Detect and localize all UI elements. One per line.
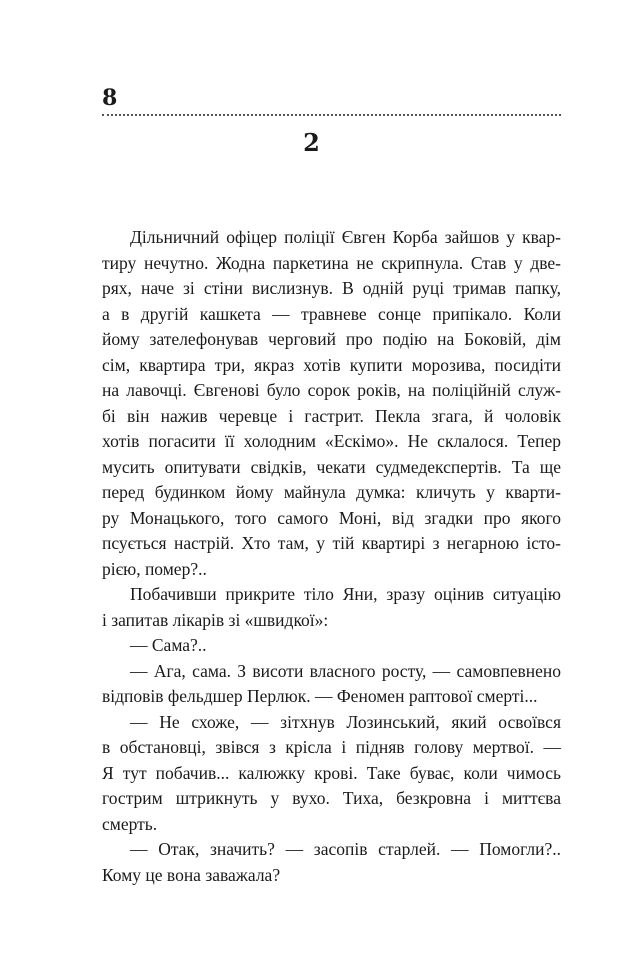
text-line: псується настрій. Хто там, у тій квартирі з негарною істо-: [102, 533, 561, 553]
text-line: рях, наче зі стіни вислизнув. В одній руці тримав папку,: [102, 278, 561, 298]
text-line: ру Монацького, того самого Моні, від згадки про якого: [102, 507, 561, 528]
header-dotted-rule: [102, 114, 561, 116]
text-line: а в другій кашкета — травневе сонце припікало. Коли: [102, 303, 561, 324]
text-line: і запитав лікарів зі «швидкої»:: [102, 609, 329, 630]
text-line: Я тут побачив... калюжку крові. Таке буває, коли чимось: [102, 762, 561, 783]
text-line: бі він нажив черевце і гастрит. Пекла згага, й чоловік: [102, 405, 561, 426]
text-line: рією, помер?..: [102, 558, 207, 579]
text-line: відповів фельдшер Перлюк. — Феномен раптової смерті...: [102, 686, 538, 706]
text-line: хотів погасити її холодним «Ескімо». Не склалося. Тепер: [102, 431, 561, 451]
text-line: тиру нечутно. Жодна паркетина не скрипнула. Став у две-: [102, 252, 561, 273]
text-line: на лавочці. Євгенові було сорок років, на поліційній служ-: [102, 380, 561, 400]
page-number: 8: [102, 85, 118, 111]
text-line: Побачивши прикрите тіло Яни, зразу оцінив ситуацію: [130, 584, 561, 604]
text-line: йому зателефонував черговий про подію на Боковій, дім: [102, 329, 561, 349]
text-line: в обстановці, звівся з крісла і підняв голову мертвої. —: [102, 737, 561, 757]
text-line: сім, квартира три, якраз хотів купити морозива, посидіти: [102, 354, 561, 375]
body-text: [102, 225, 561, 888]
text-line: — Не схоже, — зітхнув Лозинський, який освоївся: [130, 711, 561, 732]
text-line: — Отак, значить? — засопів старлей. — Помогли?..: [130, 839, 561, 859]
text-line: перед будинком йому майнула думка: кличуть у кварти-: [102, 482, 561, 502]
text-line: — Ага, сама. З висоти власного росту, — самовпевнено: [130, 660, 561, 681]
text-line: — Сама?..: [130, 635, 207, 655]
text-line: Дільничний офіцер поліції Євген Корба зайшов у квар-: [130, 227, 561, 247]
text-line: гострим штрикнуть у вухо. Тиха, безкровна і миттєва: [102, 788, 561, 808]
chapter-number: 2: [303, 128, 320, 157]
text-line: Кому це вона заважала?: [102, 864, 281, 885]
text-line: мусить опитувати свідків, чекати судмедекспертів. Та ще: [102, 456, 561, 477]
text-line: смерть.: [102, 813, 158, 834]
